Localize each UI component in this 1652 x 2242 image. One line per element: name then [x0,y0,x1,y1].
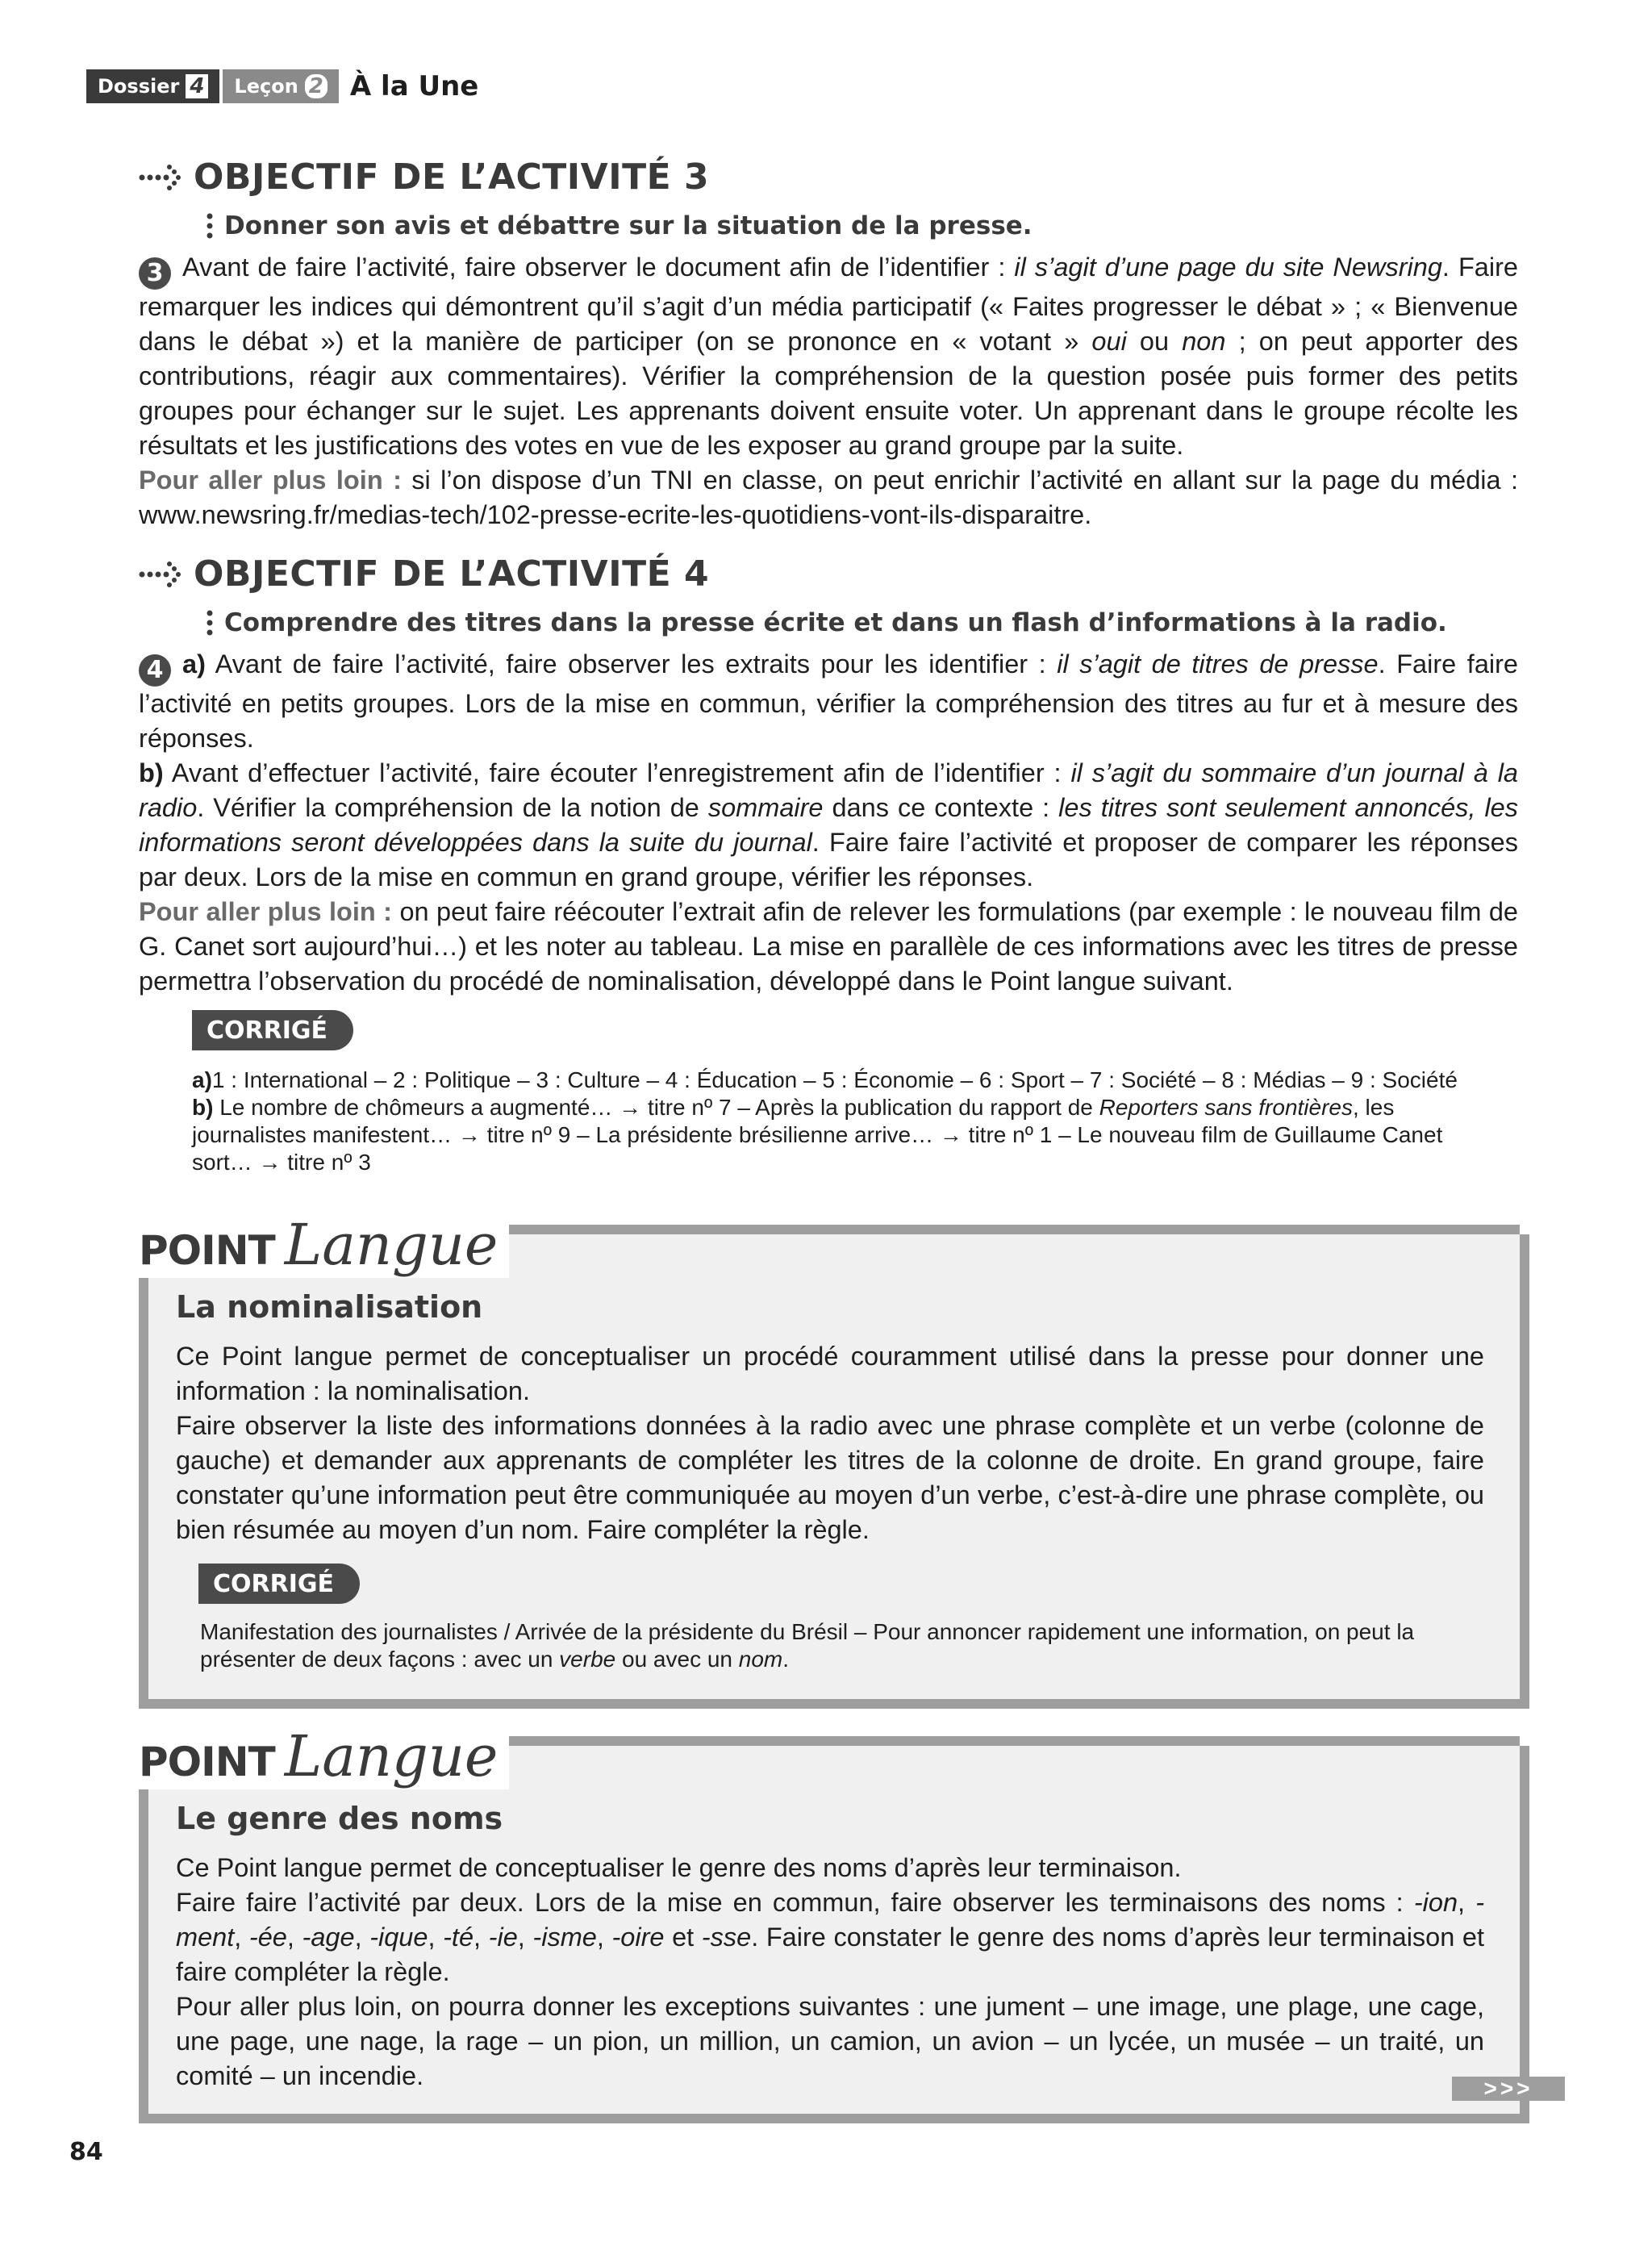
text-run: Faire faire l’activité par deux. Lors de la mise en commun, faire observer les terminaisons des noms : [176,1888,1414,1917]
langue-label: Langue [284,1723,499,1789]
objectif-3-body [139,250,1518,532]
point-langue-2-title: Le genre des noms [176,1801,503,1836]
point-1-paragraph-2: Faire observer la liste des informations données à la radio avec une phrase complète et un verbe (colonne de gauche) et demander aux apprenants de compléter les titres de la colonne de droite. En grand groupe, faire constater qu’une information peut être communiquée au moyen d’un verbe, c’est-à-dire une phrase complète, ou bien résumée au moyen d’un nom. Faire compléter la règle. [176,1411,1484,1544]
lecon-number: 2 [305,74,327,98]
point-langue-2-body [176,1851,1484,2094]
part-a-label: a) [182,649,206,678]
text-run: . Faire faire l’activité en petits groupes. Lors de la mise en commun, vérifier la compréhension des titres au fur et à mesure des réponses. [139,649,1519,753]
text-run: il s’agit de titres de presse [1057,649,1379,678]
objectif-3-heading [137,157,709,198]
text-run: , [596,1923,612,1952]
point-2-paragraph-1: Ce Point langue permet de conceptualiser le genre des noms d’après leur terminaison. [176,1853,1182,1882]
text-run: Avant de faire l’activité, faire observer les extraits pour les identifier : [205,649,1058,678]
vertical-dots-icon [205,608,215,637]
text-run: , [473,1923,489,1952]
corrige-a [192,1067,1499,1094]
corrige-activity-4 [192,1067,1499,1176]
text-run: -age [302,1923,355,1952]
text-run: et [664,1923,702,1952]
text-run: nom [738,1647,783,1672]
text-run: -sse [701,1923,752,1952]
text-run: dans ce contexte : [823,792,1059,822]
page-number: 84 [69,2138,103,2166]
text-run: -ique [369,1923,428,1952]
text-run: ou avec un [615,1647,739,1672]
lecon-label: Leçon [234,75,298,98]
objectif-4-more [139,895,1518,999]
more-label: Pour aller plus loin : [139,465,402,495]
text-run: ou [1126,326,1183,356]
point-label: POINT [139,1227,275,1274]
point-langue-1-topbar [447,1225,1520,1234]
text-run: , [517,1923,533,1952]
objectif-3-subtitle [205,211,1032,240]
text-run: -ion [1413,1888,1458,1917]
objectif-4-subtitle [205,608,1447,637]
text-run: , les journalistes manifestent… → titre nº 9 – La présidente brésilienne arrive… → titre nº 1 – Le nouveau film de Guillaume Canet sort… → titre nº 3 [192,1095,1443,1175]
objectif-4-heading [137,553,709,595]
point-langue-2-heading [139,1723,509,1789]
text-run: . Vérifier la compréhension de la notion de [197,792,708,822]
lecon-tab [223,69,338,103]
text-run: Reporters sans frontières [1099,1095,1353,1120]
text-run: verbe [559,1647,616,1672]
point-langue-1-body [176,1339,1484,1547]
text-run: , [428,1923,444,1952]
text-run: 1 : International – 2 : Politique – 3 : Culture – 4 : Éducation – 5 : Économie – 6 : Sport – 7 : Société – 8 : Médias – 9 : Société [211,1067,1458,1092]
text-run: -té [443,1923,474,1952]
dossier-label: Dossier [98,75,180,98]
activity-3-badge: 3 [139,257,171,290]
text-run: Avant d’effectuer l’activité, faire écouter l’enregistrement afin de l’identifier : [163,758,1071,787]
text-run: il s’agit d’une page du site Newsring [1014,253,1442,282]
text-run: oui [1091,326,1127,356]
point-2-paragraph-2 [176,1885,1484,1989]
activity-4-badge: 4 [139,654,171,687]
point-2-paragraph-3: Pour aller plus loin, on pourra donner les exceptions suivantes : une jument – une image, une plage, une cage, une page, une nage, la rage – un pion, un million, un camion, un avion – un lycée, un musée – un traité, un comité – un incendie. [176,1992,1484,2090]
continue-arrows-icon: >>> [1452,2077,1565,2101]
text-run: . Faire remarquer les indices qui démontrent qu’il s’agit d’un média participatif (« Faites progresser le débat » ; « Bienvenue dans le débat ») et la manière de participer (on se prononce en « votant » [139,253,1518,356]
corrige-badge: CORRIGÉ [198,1564,360,1604]
objectif-3-title: OBJECTIF DE L’ACTIVITÉ 3 [194,157,710,198]
dossier-tab [86,69,219,103]
text-run: Le nombre de chômeurs a augmenté… → titre nº 7 – Après la publication du rapport de [213,1095,1099,1120]
objectif-3-more [139,463,1518,532]
text-run: les titres sont seulement annoncés, les informations seront développées dans la suite du journal [139,792,1518,857]
corrige-point-1-text [200,1618,1483,1673]
text-run: Manifestation des journalistes / Arrivée de la présidente du Brésil – Pour annoncer rapidement une information, on peut la présenter de deux façons : avec un [200,1619,1415,1672]
text-run: , [1458,1888,1476,1917]
lesson-title: À la Une [349,70,479,102]
corrige-point-1 [200,1618,1483,1673]
text-run: sommaire [707,792,824,822]
dossier-number: 4 [186,74,208,98]
text-run: . Faire faire l’activité et proposer de comparer les réponses par deux. Lors de la mise en commun en grand groupe, vérifier les réponses. [139,827,1518,891]
text-run: Avant de faire l’activité, faire observer le document afin de l’identifier : [182,253,1015,282]
corrige-a-label: a) [192,1067,212,1092]
text-run: . [782,1647,790,1672]
point-langue-1-heading [139,1212,509,1278]
dotted-arrow-icon [137,554,194,595]
objectif-4-part-b [139,756,1518,895]
corrige-b-label: b) [192,1095,214,1120]
objectif-4-part-a [139,647,1518,756]
text-run: si l’on dispose d’un TNI en classe, on peut enrichir l’activité en allant sur la page du média : www.newsring.fr/medias-tech/102-presse-ecrite-les-quotidiens-vont-ils-disparaitre. [139,465,1519,529]
text-run: , [286,1923,302,1952]
point-langue-2-topbar [447,1736,1520,1746]
objectif-3-paragraph [139,250,1518,463]
page-header [86,69,478,103]
text-run: -isme [532,1923,597,1952]
text-run: . Faire constater le genre des noms d’après leur terminaison et faire compléter la règle. [176,1923,1485,1986]
objectif-4-body [139,647,1518,999]
text-run: -oire [611,1923,665,1952]
langue-label: Langue [284,1212,499,1278]
point-1-paragraph-1: Ce Point langue permet de conceptualiser un procédé couramment utilisé dans la presse pour donner une information : la nominalisation. [176,1342,1484,1405]
objectif-4-subtitle-text: Comprendre des titres dans la presse écrite et dans un flash d’informations à la radio. [224,608,1447,637]
text-run: -ée [248,1923,287,1952]
objectif-4-title: OBJECTIF DE L’ACTIVITÉ 4 [194,553,710,595]
point-langue-1-title: La nominalisation [176,1289,483,1325]
part-b-label: b) [139,758,164,787]
text-run: -ie [488,1923,518,1952]
point-label: POINT [139,1739,275,1785]
corrige-badge: CORRIGÉ [192,1010,353,1050]
text-run: -ment [176,1888,1485,1952]
text-run: , [354,1923,370,1952]
text-run: il s’agit du sommaire d’un journal à la radio [139,758,1518,822]
text-run: on peut faire réécouter l’extrait afin de relever les formulations (par exemple : le nouveau film de G. Canet sort aujourd’hui…) et les noter au tableau. La mise en parallèle de ces informations avec les titres de presse permettra l’observation du procédé de nominalisation, développé dans le Point langue suivant. [139,896,1519,996]
dotted-arrow-icon [137,157,194,198]
more-label: Pour aller plus loin : [139,896,393,926]
vertical-dots-icon [205,211,215,240]
text-run: non [1182,326,1226,356]
text-run: , [234,1923,249,1952]
corrige-b [192,1094,1499,1176]
objectif-3-subtitle-text: Donner son avis et débattre sur la situation de la presse. [224,211,1032,240]
text-run: ; on peut apporter des contributions, réagir aux commentaires). Vérifier la compréhension de la question posée puis former des petits groupes pour échanger sur le sujet. Les apprenants doivent ensuite voter. Un apprenant dans le groupe récolte les résultats et les justifications des votes en vue de les exposer au grand groupe par la suite. [139,326,1519,460]
